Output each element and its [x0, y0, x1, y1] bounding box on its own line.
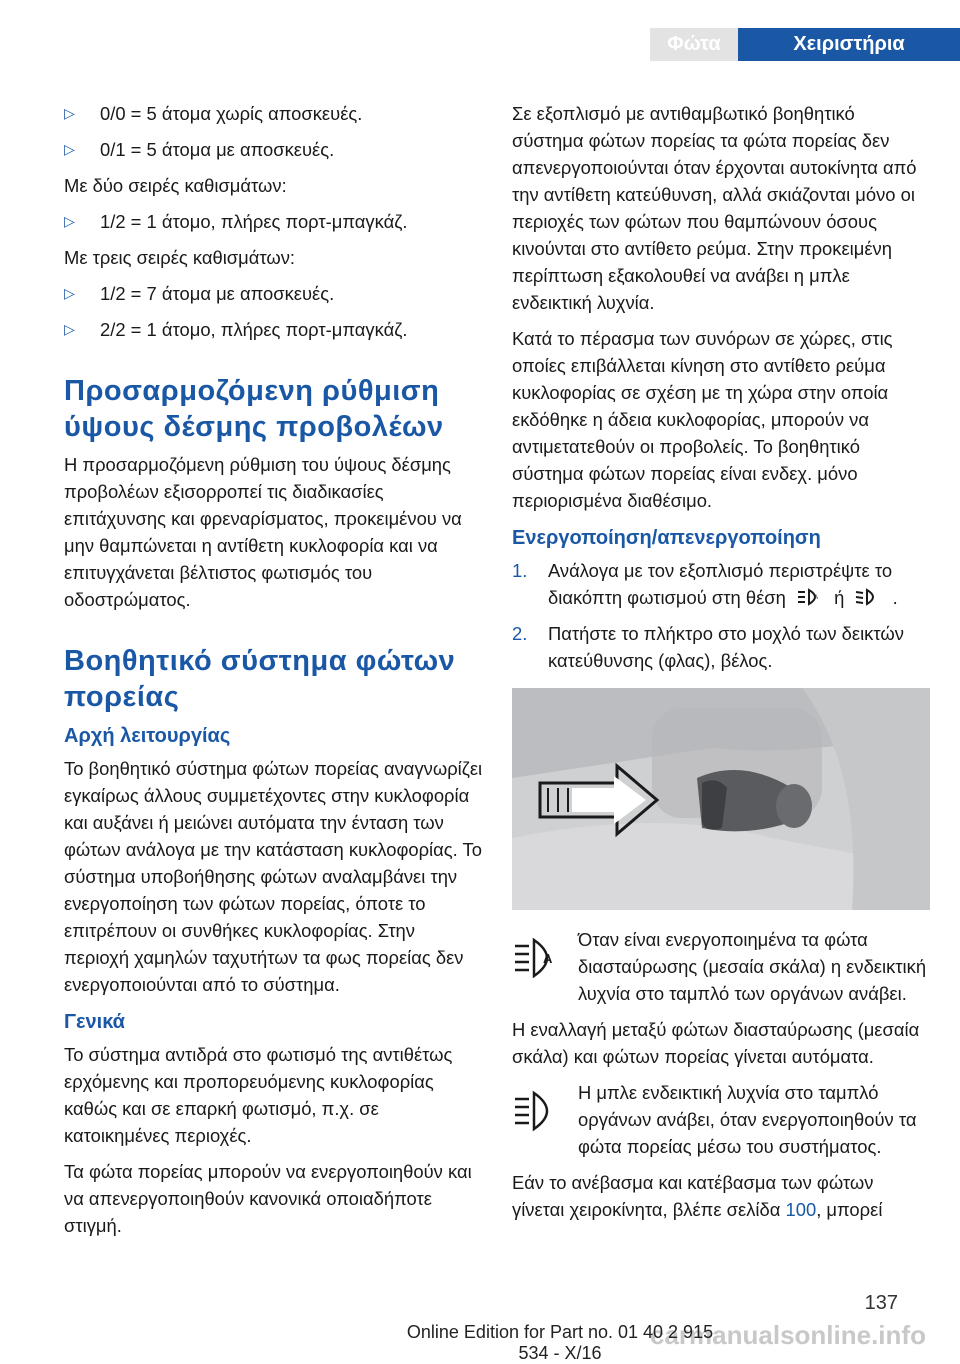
- light-switch-auto-icon: [797, 587, 823, 607]
- page-number: 137: [864, 1292, 898, 1314]
- heading-general: Γενικά: [64, 1011, 125, 1033]
- paragraph-principle: Το βοηθητικό σύστημα φώτων πορείας αναγνωρίζει εγκαίρως άλλους συμμετέχοντες στην κυκλοφορία και αυξάνει ή μειώνει αυτόματα την ένταση των φώτων ανάλογα με την κατάσταση κυκλοφορίας. Το σύστημα υποβοήθησης φώτων αναλαμβάνει την ενεργοποίηση των φώτων πορείας, όποτε το επιτρέπουν οι συνθήκες κυκλοφορίας. Στην περιοχή χαμηλών ταχυτήτων τα φως πορείας δεν ενεργοποιούνται από το σύστημα.: [64, 758, 483, 995]
- turn-signal-lever-photo: [512, 688, 930, 910]
- list-item: ▷ 1/2 = 7 άτομα με αποσκευές.: [64, 280, 484, 307]
- high-beam-assist-icon: [512, 934, 564, 984]
- indicator-paragraph-1: A Όταν είναι ενεργοποιημένα τα φώτα διασταύρωσης (μεσαία σκάλα) η ενδεικτική λυχνία στο ταμπλό των οργάνων ανάβει.: [512, 926, 930, 1007]
- left-column: [64, 100, 484, 1248]
- page-link[interactable]: 100: [785, 1199, 817, 1220]
- footer: [390, 1292, 930, 1363]
- headlight-icon: [855, 587, 881, 607]
- bullet-triangle-icon: ▷: [64, 141, 75, 157]
- bullet-triangle-icon: ▷: [64, 105, 75, 121]
- turn-signal-lever-illustration: [512, 688, 930, 910]
- bullet-triangle-icon: ▷: [64, 285, 75, 301]
- step-2: 2. Πατήστε το πλήκτρο στο μοχλό των δεικτών κατεύθυνσης (φλας), βέλος.: [512, 623, 904, 671]
- bullet-triangle-icon: ▷: [64, 213, 75, 229]
- heading-on-off: Ενεργοποίηση/απενεργοποίηση: [512, 527, 821, 549]
- list-item: ▷ 2/2 = 1 άτομο, πλήρες πορτ-μπαγκάζ.: [64, 316, 484, 343]
- three-rows-label: Με τρεις σειρές καθισμάτων:: [64, 247, 296, 268]
- right-column: [512, 100, 930, 1232]
- svg-text:A: A: [813, 595, 818, 601]
- header-chapter-tab: Χειριστήρια: [738, 28, 960, 61]
- heading-high-beam-assist: Βοηθητικό σύστημα φώτων πορείας: [64, 645, 456, 713]
- list-item: ▷ 0/1 = 5 άτομα με αποσκευές.: [64, 136, 484, 163]
- list-item: ▷ 1/2 = 1 άτομο, πλήρες πορτ-μπαγκάζ.: [64, 208, 484, 235]
- paragraph-general-2: Τα φώτα πορείας μπορούν να ενεργοποιηθούν και να απενεργοποιηθούν κανονικά οποιαδήποτε στιγμή.: [64, 1161, 472, 1236]
- paragraph-switch: Η εναλλαγή μεταξύ φώτων διασταύρωσης (μεσαία σκάλα) και φώτων πορείας γίνεται αυτόματα.: [512, 1019, 920, 1067]
- header-section-tab: Φώτα: [650, 28, 738, 61]
- watermark: carmanualsonline.info: [650, 1320, 926, 1350]
- heading-adaptive-range: Προσαρμοζόμενη ρύθμιση ύψους δέσμης προβολέων: [64, 375, 444, 443]
- bullet-triangle-icon: ▷: [64, 321, 75, 337]
- paragraph-adaptive-range: Η προσαρμοζόμενη ρύθμιση του ύψους δέσμης προβολέων εξισορροπεί τις διαδικασίες επιτάχυνσης και φρεναρίσματος, προκειμένου να μην θαμπώνεται η αντίθετη κυκλοφορία και να επιτυγχάνεται βέλτιστος φωτισμός του οδοστρώματος.: [64, 454, 462, 610]
- paragraph-antidazzle: Σε εξοπλισμό με αντιθαμβωτικό βοηθητικό σύστημα φώτων πορείας τα φώτα πορείας δεν απενεργοποιούνται όταν έρχονται αυτοκίνητα από την αντίθετη κατεύθυνση, αλλά σκιάζονται μόνο οι περιοχές των φώτων που θαμπώνουν όσους κινούνται στο αντίθετο ρεύμα. Στην προκειμένη περίπτωση εξακολουθεί να ανάβει η μπλε ενδεικτική λυχνία.: [512, 103, 917, 313]
- paragraph-manual: Εάν το ανέβασμα και κατέβασμα των φώτων γίνεται χειροκίνητα, βλέπε σελίδα 100, μπορεί: [512, 1172, 883, 1220]
- svg-text:A: A: [543, 951, 553, 966]
- list-item: ▷ 0/0 = 5 άτομα χωρίς αποσκευές.: [64, 100, 484, 127]
- paragraph-border-crossing: Κατά το πέρασμα των συνόρων σε χώρες, στις οποίες επιβάλλεται κίνηση στο αντίθετο ρεύμα κυκλοφορίας σε σχέση με τη χώρα στην οποία εκδόθηκε η άδεια κυκλοφορίας, μπορούν να αντιμετατεθούν οι προβολείς. Το βοηθητικό σύστημα φώτων πορείας είναι ενδεχ. μόνο περιορισμένα διαθέσιμο.: [512, 328, 893, 511]
- high-beam-indicator-icon: [512, 1087, 564, 1137]
- edition-note: Online Edition for Part no. 01 40 2 915 534 - X/16: [406, 1322, 714, 1363]
- indicator-paragraph-2: Η μπλε ενδεικτική λυχνία στο ταμπλό οργάνων ανάβει, όταν ενεργοποιηθούν τα φώτα πορείας μέσω του συστήματος.: [512, 1079, 930, 1160]
- step-1: 1. Ανάλογα με τον εξοπλισμό περιστρέψτε το διακόπτη φωτισμού στη θέση A ή .: [512, 560, 898, 608]
- heading-principle: Αρχή λειτουργίας: [64, 725, 231, 747]
- two-rows-label: Με δύο σειρές καθισμάτων:: [64, 175, 287, 196]
- paragraph-general-1: Το σύστημα αντιδρά στο φωτισμό της αντιθέτως ερχόμενης και προπορευόμενης κυκλοφορίας καθώς και σε επαρκή φωτισμό, π.χ. σε κατοικημένες περιοχές.: [64, 1044, 453, 1146]
